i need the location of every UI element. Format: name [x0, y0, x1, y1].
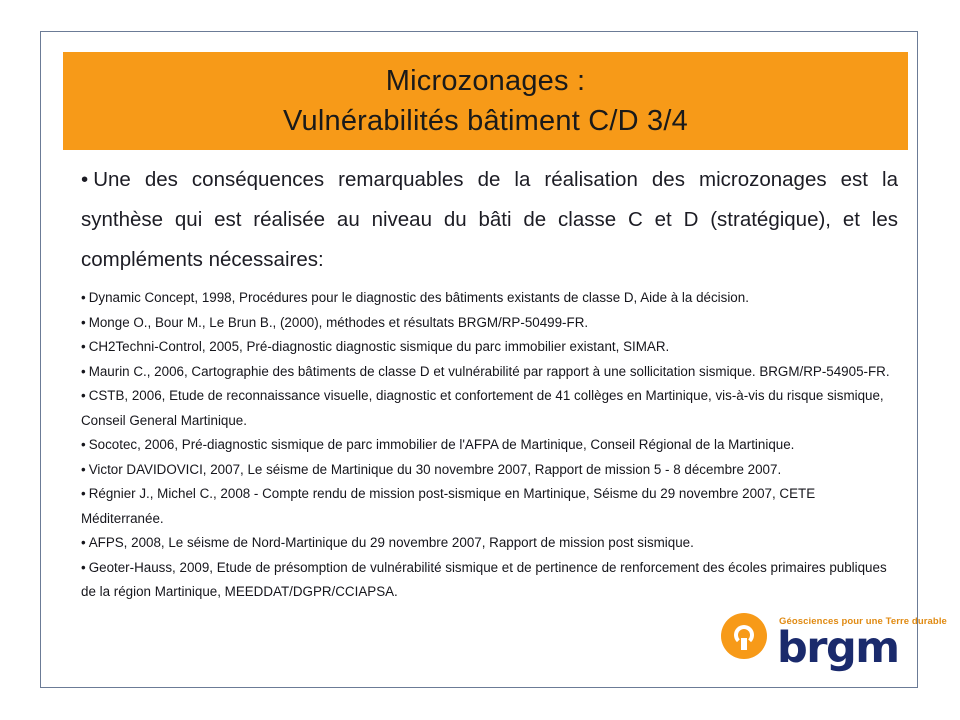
- lead-bullet: •: [81, 168, 89, 191]
- reference-text: CH2Techni-Control, 2005, Pré-diagnostic diagnostic sismique du parc immobilier existant, SIMAR.: [88, 339, 670, 354]
- brgm-tagline: Géosciences pour une Terre durable: [779, 616, 947, 627]
- list-item: [81, 482, 898, 531]
- reference-bullet: •: [81, 290, 86, 305]
- reference-text: Monge O., Bour M., Le Brun B., (2000), méthodes et résultats BRGM/RP-50499-FR.: [88, 314, 589, 330]
- list-item: [81, 311, 898, 336]
- lead-text: Une des conséquences remarquables de la réalisation des microzonages est la synthèse qui est réalisée au niveau du bâti de classe C et D (stratégique), et les compléments nécessaires:: [81, 168, 898, 271]
- reference-list: [81, 286, 898, 605]
- list-item: [81, 433, 898, 458]
- slide-title-line-1: Microzonages :: [385, 65, 586, 97]
- reference-text: Socotec, 2006, Pré-diagnostic sismique de parc immobilier de l'AFPA de Martinique, Conseil Régional de la Martinique.: [88, 437, 795, 452]
- reference-text: Maurin C., 2006, Cartographie des bâtiments de classe D et vulnérabilité par rapport à une sollicitation sismique. BRGM/RP-54905-FR.: [88, 363, 890, 379]
- slide-body: [63, 160, 908, 681]
- reference-text: CSTB, 2006, Etude de reconnaissance visuelle, diagnostic et confortement de 41 collèges en Martinique, vis-à-vis du risque sismique, Conseil General Martinique.: [81, 388, 884, 428]
- reference-text: Geoter-Hauss, 2009, Etude de présomption de vulnérabilité sismique et de pertinence de renforcement des écoles primaires publiques de la région Martinique, MEEDDAT/DGPR/CCIAPSA.: [81, 559, 887, 599]
- reference-text: Dynamic Concept, 1998, Procédures pour le diagnostic des bâtiments existants de classe D, Aide à la décision.: [88, 290, 749, 305]
- list-item: [81, 360, 898, 385]
- lead-paragraph: [81, 160, 898, 280]
- list-item: [81, 286, 898, 311]
- reference-bullet: •: [81, 437, 86, 452]
- reference-text: Victor DAVIDOVICI, 2007, Le séisme de Martinique du 30 novembre 2007, Rapport de mission 5 - 8 décembre 2007.: [88, 461, 782, 477]
- list-item: [81, 531, 898, 556]
- slide: [40, 31, 947, 688]
- reference-bullet: •: [81, 559, 86, 575]
- slide-title-band: [63, 52, 908, 150]
- slide-title-line-2: Vulnérabilités bâtiment C/D 3/4: [283, 105, 688, 137]
- list-item: [81, 556, 898, 605]
- reference-bullet: •: [81, 461, 86, 477]
- list-item: [81, 458, 898, 483]
- list-item: [81, 335, 898, 360]
- brgm-logo: [713, 613, 947, 677]
- reference-bullet: •: [81, 314, 86, 330]
- brgm-mark-icon: [721, 613, 767, 659]
- reference-bullet: •: [81, 535, 86, 550]
- reference-bullet: •: [81, 339, 86, 354]
- reference-text: AFPS, 2008, Le séisme de Nord-Martinique du 29 novembre 2007, Rapport de mission post sismique.: [88, 535, 694, 550]
- list-item: [81, 384, 898, 433]
- reference-bullet: •: [81, 363, 86, 379]
- reference-bullet: •: [81, 388, 86, 403]
- brgm-wordmark: brgm: [777, 623, 899, 673]
- reference-bullet: •: [81, 486, 86, 501]
- reference-text: Régnier J., Michel C., 2008 - Compte rendu de mission post-sismique en Martinique, Séisme du 29 novembre 2007, CETE Méditerranée.: [81, 486, 816, 526]
